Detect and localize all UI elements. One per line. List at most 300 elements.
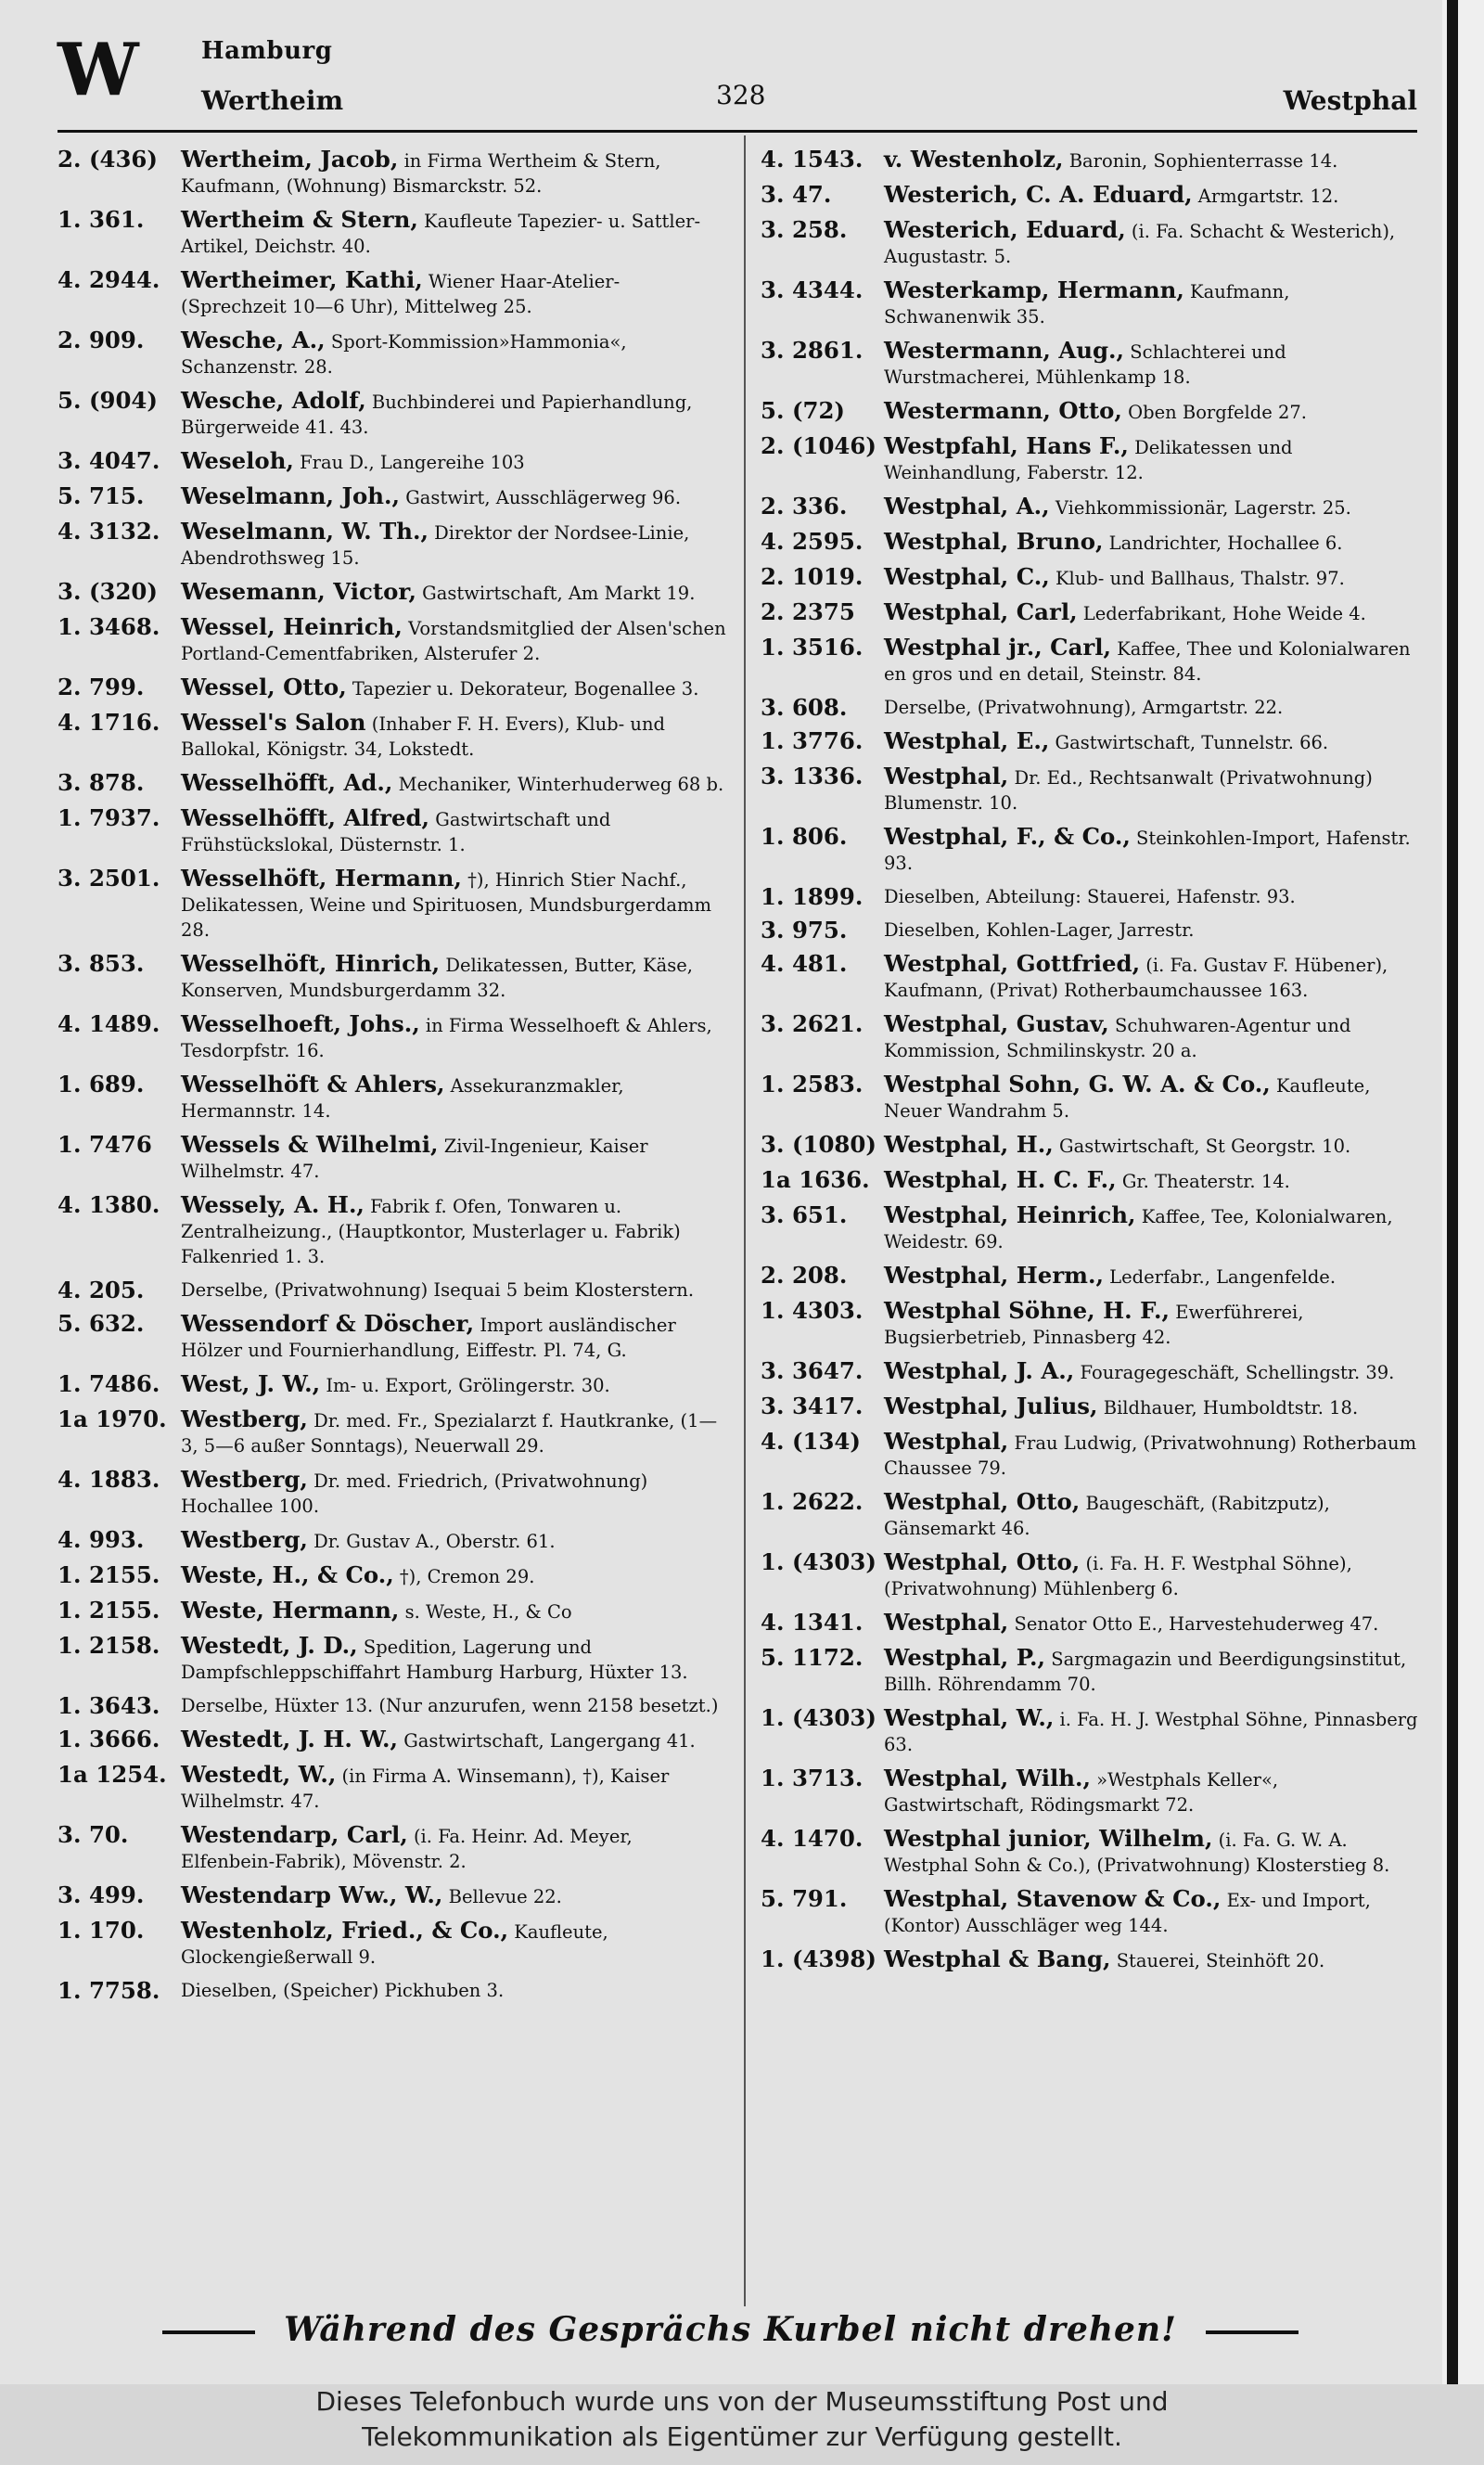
directory-entry [58, 1918, 730, 1970]
entry-details: Dr. Ed., Rechtsanwalt (Privatwohnung) Blumenstr. 10. [884, 767, 1373, 814]
entry-name: Westphal, H., [884, 1131, 1054, 1158]
entry-name: Westphal, Julius, [884, 1393, 1098, 1419]
entry-name: Westphal, P., [884, 1644, 1046, 1671]
entry-number: 4. 1341. [761, 1609, 864, 1636]
entry-name: Weselmann, W. Th., [181, 518, 429, 545]
entry-number: 3. 608. [761, 694, 848, 721]
directory-entry [58, 483, 730, 510]
entry-details: Buchbinderei und Papierhandlung, Bürgerweide 41. 43. [181, 392, 693, 438]
directory-entry [761, 764, 1421, 815]
page-gutter-shadow [1447, 0, 1458, 2384]
entry-number: 1. 3713. [761, 1765, 864, 1791]
entry-name: Westphal, Stavenow & Co., [884, 1885, 1222, 1912]
entry-number: 3. 2861. [761, 337, 864, 364]
directory-entry [761, 398, 1421, 425]
entry-number: 1. 2158. [58, 1632, 160, 1659]
entry-details: Gastwirtschaft, Langergang 41. [403, 1730, 696, 1752]
entry-details: Derselbe, (Privatwohnung), Armgartstr. 22. [884, 697, 1284, 718]
entry-details: Steinkohlen-Import, Hafenstr. 93. [884, 828, 1411, 874]
entry-details: Derselbe, Hüxter 13. (Nur anzurufen, wenn 2158 besetzt.) [181, 1695, 719, 1716]
entry-name: Westphal junior, Wilhelm, [884, 1825, 1213, 1852]
entry-name: Weseloh, [181, 447, 294, 474]
entry-details: Kaufleute, Glockengießerwall 9. [181, 1921, 608, 1968]
entry-name: Wesselhöft, Hinrich, [181, 950, 441, 977]
directory-entry [761, 1011, 1421, 1063]
directory-entry [761, 338, 1421, 390]
entry-number: 1. (4398) [761, 1945, 876, 1972]
entry-details: Frau Ludwig, (Privatwohnung) Rotherbaum Chaussee 79. [884, 1432, 1417, 1479]
entry-name: Westphal, Carl, [884, 598, 1078, 625]
directory-entry [58, 207, 730, 259]
entry-number: 5. (904) [58, 387, 158, 414]
entry-details: Wiener Haar-Atelier- (Sprechzeit 10—6 Uhr), Mittelweg 25. [181, 271, 620, 317]
entry-details: Dieselben, Kohlen-Lager, Jarrestr. [884, 919, 1195, 941]
entry-name: Westendarp Ww., W., [181, 1881, 443, 1908]
entry-name: Weste, Hermann, [181, 1597, 400, 1624]
entry-details: Kaufleute, Neuer Wandrahm 5. [884, 1075, 1371, 1122]
entry-number: 4. (134) [761, 1428, 861, 1455]
entry-name: Wessendorf & Döscher, [181, 1310, 475, 1337]
directory-entry [761, 635, 1421, 687]
caption-line-1: Dieses Telefonbuch wurde uns von der Museumsstiftung Post und [315, 2386, 1169, 2417]
entry-name: Wessely, A. H., [181, 1191, 365, 1218]
directory-entry [58, 1072, 730, 1123]
entry-details: (in Firma A. Winsemann), †), Kaiser Wilhelmstr. 47. [181, 1765, 670, 1812]
entry-details: i. Fa. H. J. Westphal Söhne, Pinnasberg 63. [884, 1709, 1418, 1755]
footer-warning-text: Während des Gesprächs Kurbel nicht drehen! [284, 2310, 1177, 2349]
entry-details: Derselbe, (Privatwohnung) Isequai 5 beim Klosterstern. [181, 1279, 695, 1301]
directory-entry [58, 519, 730, 571]
directory-entry [58, 1598, 730, 1624]
entry-details: s. Weste, H., & Co [404, 1601, 572, 1623]
entry-details: Fouragegeschäft, Schellingstr. 39. [1080, 1362, 1395, 1383]
entry-name: Westedt, J. H. W., [181, 1726, 398, 1752]
entry-number: 1a 1636. [761, 1166, 870, 1193]
entry-number: 1. (4303) [761, 1704, 876, 1731]
directory-entry [761, 695, 1421, 720]
directory-entry [58, 1192, 730, 1269]
entry-number: 1. 2622. [761, 1488, 864, 1515]
entry-details: Dr. Gustav A., Oberstr. 61. [313, 1531, 556, 1552]
directory-entry [761, 1132, 1421, 1159]
entry-name: Wertheim, Jacob, [181, 146, 399, 173]
entry-name: Westphal & Bang, [884, 1945, 1111, 1972]
entry-details: Gr. Theaterstr. 14. [1121, 1171, 1290, 1192]
entry-name: Westerkamp, Hermann, [884, 276, 1184, 303]
entry-number: 5. 791. [761, 1885, 848, 1912]
entry-number: 1. 7486. [58, 1370, 160, 1397]
directory-entry [58, 147, 730, 199]
directory-entry [58, 579, 730, 606]
left-column [58, 147, 730, 2011]
entry-details: Vorstandsmitglied der Alsen'schen Portland-Cementfabriken, Alsterufer 2. [181, 618, 726, 664]
entry-name: Wesselhöft & Ahlers, [181, 1071, 445, 1098]
entry-number: 3. (320) [58, 578, 158, 605]
entry-name: Westphal, [884, 1609, 1009, 1636]
directory-entry [58, 1406, 730, 1458]
range-start: Wertheim [201, 85, 344, 116]
entry-details: †), Cremon 29. [399, 1566, 535, 1587]
directory-entry [761, 599, 1421, 626]
directory-entry [761, 1202, 1421, 1254]
directory-entry [58, 1978, 730, 2003]
entry-details: Schlachterei und Wurstmacherei, Mühlenkamp 18. [884, 341, 1286, 388]
directory-entry [761, 1765, 1421, 1817]
entry-number: 1. 3666. [58, 1726, 160, 1752]
directory-entry [58, 1467, 730, 1519]
entry-number: 1. 3643. [58, 1692, 160, 1719]
directory-entry [761, 1705, 1421, 1757]
entry-details: Assekuranzmakler, Hermannstr. 14. [181, 1075, 624, 1122]
entry-number: 3. 651. [761, 1201, 848, 1228]
directory-entry [58, 1633, 730, 1685]
directory-entry [58, 951, 730, 1003]
entry-details: Landrichter, Hochallee 6. [1108, 533, 1343, 554]
directory-entry [761, 1549, 1421, 1601]
directory-entry [58, 1277, 730, 1303]
entry-details: Kaufmann, Schwanenwik 35. [884, 281, 1290, 327]
entry-details: Ex- und Import, (Kontor) Ausschläger weg 144. [884, 1890, 1371, 1936]
entry-details: Ewerführerei, Bugsierbetrieb, Pinnasberg 42. [884, 1302, 1304, 1348]
section-letter: W [58, 28, 139, 112]
directory-entry [761, 1072, 1421, 1123]
entry-details: Kaffee, Tee, Kolonialwaren, Weidestr. 69. [884, 1206, 1393, 1252]
entry-number: 3. 3417. [761, 1393, 864, 1419]
entry-details: Armgartstr. 12. [1197, 186, 1339, 207]
entry-number: 2. 909. [58, 327, 145, 353]
directory-entry [761, 433, 1421, 485]
entry-name: Westphal, A., [884, 493, 1050, 520]
directory-entry [58, 614, 730, 666]
entry-details: »Westphals Keller«, Gastwirtschaft, Rödingsmarkt 72. [884, 1769, 1279, 1816]
entry-number: 1. 1899. [761, 883, 864, 910]
directory-entry [761, 1826, 1421, 1878]
entry-name: Westphal, Wilh., [884, 1765, 1091, 1791]
entry-details: Kaffee, Thee und Kolonialwaren en gros und en detail, Steinstr. 84. [884, 638, 1411, 685]
directory-entry [58, 448, 730, 475]
entry-number: 3. (1080) [761, 1131, 876, 1158]
entry-details: Klub- und Ballhaus, Thalstr. 97. [1055, 568, 1345, 589]
entry-details: Sport-Kommission»Hammonia«, Schanzenstr. 28. [181, 331, 627, 378]
entry-name: Westphal, J. A., [884, 1357, 1075, 1384]
entry-number: 5. 632. [58, 1310, 145, 1337]
entry-number: 4. 1380. [58, 1191, 160, 1218]
entry-details: Schuhwaren-Agentur und Kommission, Schmilinskystr. 20 a. [884, 1015, 1351, 1061]
directory-entry [761, 1489, 1421, 1541]
entry-number: 3. 4047. [58, 447, 160, 474]
entry-name: Westberg, [181, 1406, 308, 1432]
entry-name: Wesselhoeft, Johs., [181, 1010, 420, 1037]
directory-entry [58, 866, 730, 943]
entry-name: Westpfahl, Hans F., [884, 432, 1129, 459]
directory-entry [58, 1762, 730, 1814]
entry-details: Gastwirtschaft, Am Markt 19. [422, 583, 696, 604]
directory-entry [761, 1393, 1421, 1420]
directory-entry [761, 1429, 1421, 1481]
entry-number: 2. 1019. [761, 563, 864, 590]
entry-number: 2. (436) [58, 146, 158, 173]
directory-entry [58, 1882, 730, 1909]
entry-details: Stauerei, Steinhöft 20. [1116, 1950, 1325, 1971]
entry-number: 2. (1046) [761, 432, 876, 459]
directory-entry [761, 1645, 1421, 1697]
entry-details: Delikatessen, Butter, Käse, Konserven, Mundsburgerdamm 32. [181, 955, 693, 1001]
entry-number: 1a 1970. [58, 1406, 167, 1432]
directory-entry [58, 267, 730, 319]
entry-name: Westermann, Aug., [884, 337, 1125, 364]
directory-entry [58, 710, 730, 762]
directory-entry [761, 564, 1421, 591]
directory-entry [58, 1132, 730, 1184]
entry-number: 3. 1336. [761, 763, 864, 790]
entry-name: Wessel's Salon [181, 709, 366, 736]
directory-entry [761, 728, 1421, 755]
directory-entry [58, 1727, 730, 1753]
entry-name: Wessel, Heinrich, [181, 613, 403, 640]
directory-entry [58, 1371, 730, 1398]
entry-details: Dieselben, Abteilung: Stauerei, Hafenstr. 93. [884, 886, 1296, 907]
entry-details: Zivil-Ingenieur, Kaiser Wilhelmstr. 47. [181, 1136, 648, 1182]
entry-number: 3. 258. [761, 216, 848, 243]
entry-number: 3. 853. [58, 950, 145, 977]
entry-details: (i. Fa. H. F. Westphal Söhne), (Privatwohnung) Mühlenberg 6. [884, 1553, 1352, 1599]
entry-number: 3. 47. [761, 181, 832, 208]
entry-details: (i. Fa. Heinr. Ad. Meyer, Elfenbein-Fabrik), Mövenstr. 2. [181, 1826, 633, 1872]
entry-details: Kaufleute Tapezier- u. Sattler-Artikel, Deichstr. 40. [181, 211, 701, 257]
entry-number: 4. 1470. [761, 1825, 864, 1852]
entry-number: 1. 7476 [58, 1131, 152, 1158]
entry-number: 3. 499. [58, 1881, 145, 1908]
entry-details: Senator Otto E., Harvestehuderweg 47. [1014, 1613, 1379, 1635]
entry-number: 3. 975. [761, 917, 848, 944]
entry-name: Westphal, [884, 763, 1009, 790]
entry-number: 3. 4344. [761, 276, 864, 303]
entry-number: 4. 1543. [761, 146, 864, 173]
entry-name: Westendarp, Carl, [181, 1821, 408, 1848]
entry-name: Wertheim & Stern, [181, 206, 418, 233]
directory-entry [58, 1562, 730, 1589]
directory-entry [761, 1167, 1421, 1194]
entry-name: Weste, H., & Co., [181, 1561, 394, 1588]
entry-number: 4. 993. [58, 1526, 145, 1553]
entry-number: 1. 4303. [761, 1297, 864, 1324]
entry-number: 4. 1716. [58, 709, 160, 736]
entry-number: 2. 208. [761, 1262, 848, 1289]
directory-entry [761, 951, 1421, 1003]
entry-number: 1. 7937. [58, 804, 160, 831]
entry-number: 2. 336. [761, 493, 848, 520]
archive-caption [0, 2384, 1484, 2465]
entry-name: Wesselhöfft, Ad., [181, 769, 393, 796]
entry-details: Im- u. Export, Grölingerstr. 30. [326, 1375, 610, 1396]
directory-entry [761, 277, 1421, 329]
entry-details: Baronin, Sophienterrasse 14. [1068, 150, 1338, 172]
entry-details: Oben Borgfelde 27. [1128, 402, 1307, 423]
entry-name: v. Westenholz, [884, 146, 1064, 173]
entry-details: Dr. med. Friedrich, (Privatwohnung) Hochallee 100. [181, 1470, 648, 1517]
header-rule [58, 130, 1417, 133]
entry-number: 1a 1254. [58, 1761, 167, 1788]
range-end: Westphal [1283, 85, 1417, 116]
directory-entry [761, 1610, 1421, 1637]
entry-number: 4. 205. [58, 1277, 145, 1303]
entry-number: 4. 2944. [58, 266, 160, 293]
entry-number: 5. (72) [761, 397, 845, 424]
entry-details: Fabrik f. Ofen, Tonwaren u. Zentralheizung., (Hauptkontor, Musterlager u. Fabrik) Falkenried 1. 3. [181, 1196, 681, 1267]
entry-number: 1. 361. [58, 206, 145, 233]
directory-entry [58, 1011, 730, 1063]
entry-number: 3. 2501. [58, 865, 160, 892]
directory-entry [761, 529, 1421, 556]
entry-details: Gastwirtschaft, Tunnelstr. 66. [1055, 732, 1329, 753]
entry-details: Bildhauer, Humboldtstr. 18. [1103, 1397, 1359, 1419]
entry-details: Import ausländischer Hölzer und Fournierhandlung, Eiffestr. Pl. 74, G. [181, 1315, 676, 1361]
entry-name: Wesselhöft, Hermann, [181, 865, 462, 892]
entry-name: Westphal, Bruno, [884, 528, 1104, 555]
directory-entry [58, 674, 730, 701]
entry-name: Wesemann, Victor, [181, 578, 416, 605]
entry-details: Bellevue 22. [448, 1886, 562, 1907]
entry-name: Westenholz, Fried., & Co., [181, 1917, 509, 1944]
directory-entry [58, 388, 730, 440]
directory-entry [761, 182, 1421, 209]
directory-entry [761, 147, 1421, 173]
entry-number: 1. 689. [58, 1071, 145, 1098]
entry-number: 3. 3647. [761, 1357, 864, 1384]
page-number: 328 [716, 80, 766, 110]
directory-entry [761, 1298, 1421, 1350]
directory-entry [58, 1527, 730, 1554]
entry-number: 4. 1883. [58, 1466, 160, 1493]
entry-number: 1. 2155. [58, 1561, 160, 1588]
entry-name: Westphal, [884, 1428, 1009, 1455]
entry-name: Westphal, Gottfried, [884, 950, 1141, 977]
entry-details: Frau D., Langereihe 103 [300, 452, 525, 473]
entry-number: 1. 3516. [761, 634, 864, 661]
entry-name: Westphal, H. C. F., [884, 1166, 1117, 1193]
entry-details: (Inhaber F. H. Evers), Klub- und Ballokal, Königstr. 34, Lokstedt. [181, 713, 665, 760]
entry-name: Wessels & Wilhelmi, [181, 1131, 439, 1158]
entry-details: Mechaniker, Winterhuderweg 68 b. [398, 774, 724, 795]
entry-name: Westphal Söhne, H. F., [884, 1297, 1170, 1324]
directory-entry [761, 1946, 1421, 1973]
entry-number: 2. 2375 [761, 598, 855, 625]
entry-details: Tapezier u. Dekorateur, Bogenallee 3. [352, 678, 699, 700]
entry-details: in Firma Wesselhoeft & Ahlers, Tesdorpfstr. 16. [181, 1015, 712, 1061]
entry-number: 4. 1489. [58, 1010, 160, 1037]
directory-entry [761, 884, 1421, 909]
entry-number: 1. 170. [58, 1917, 145, 1944]
footer-dash-right [1206, 2330, 1298, 2334]
directory-entry [761, 918, 1421, 943]
entry-name: Westphal Sohn, G. W. A. & Co., [884, 1071, 1271, 1098]
entry-name: Westphal, C., [884, 563, 1050, 590]
entry-details: †), Hinrich Stier Nachf., Delikatessen, Weine und Spirituosen, Mundsburgerdamm 28. [181, 869, 711, 941]
entry-name: Westphal, Gustav, [884, 1010, 1109, 1037]
entry-name: Westerich, Eduard, [884, 216, 1126, 243]
entry-number: 5. 1172. [761, 1644, 864, 1671]
entry-number: 5. 715. [58, 482, 145, 509]
directory-entry [58, 1693, 730, 1718]
directory-entry [761, 1358, 1421, 1385]
entry-number: 1. (4303) [761, 1548, 876, 1575]
entry-details: Gastwirtschaft, St Georgstr. 10. [1059, 1136, 1351, 1157]
entry-details: Gastwirtschaft und Frühstückslokal, Düsternstr. 1. [181, 809, 611, 855]
entry-name: Westphal, W., [884, 1704, 1055, 1731]
entry-number: 4. 2595. [761, 528, 864, 555]
directory-entry [761, 217, 1421, 269]
directory-entry [761, 494, 1421, 520]
entry-number: 1. 806. [761, 823, 848, 850]
entry-details: Sargmagazin und Beerdigungsinstitut, Billh. Röhrendamm 70. [884, 1649, 1407, 1695]
directory-entry [58, 770, 730, 797]
entry-number: 3. 2621. [761, 1010, 864, 1037]
entry-number: 3. 70. [58, 1821, 129, 1848]
right-column [761, 147, 1421, 1982]
entry-details: Dr. med. Fr., Spezialarzt f. Hautkranke, (1—3, 5—6 außer Sonntags), Neuerwall 29. [181, 1410, 718, 1457]
entry-number: 4. 3132. [58, 518, 160, 545]
entry-details: in Firma Wertheim & Stern, Kaufmann, (Wohnung) Bismarckstr. 52. [181, 150, 661, 197]
directory-entry [761, 1886, 1421, 1938]
footer-warning [162, 2310, 1298, 2356]
entry-name: Westerich, C. A. Eduard, [884, 181, 1193, 208]
page-header [58, 28, 1417, 134]
entry-number: 1. 3468. [58, 613, 160, 640]
entry-details: Dieselben, (Speicher) Pickhuben 3. [181, 1980, 505, 2001]
entry-number: 1. 2583. [761, 1071, 864, 1098]
entry-details: Lederfabr., Langenfelde. [1109, 1266, 1337, 1288]
entry-name: Westermann, Otto, [884, 397, 1122, 424]
entry-number: 4. 481. [761, 950, 848, 977]
entry-details: Lederfabrikant, Hohe Weide 4. [1082, 603, 1366, 624]
entry-details: (i. Fa. Gustav F. Hübener), Kaufmann, (Privat) Rotherbaumchaussee 163. [884, 955, 1388, 1001]
entry-name: Westphal, Otto, [884, 1548, 1081, 1575]
entry-name: Weselmann, Joh., [181, 482, 401, 509]
entry-name: Westphal, Heinrich, [884, 1201, 1136, 1228]
entry-name: Wertheimer, Kathi, [181, 266, 423, 293]
entry-number: 1. 2155. [58, 1597, 160, 1624]
entry-name: Westberg, [181, 1526, 308, 1553]
column-divider [744, 135, 746, 2306]
entry-name: Westphal, E., [884, 727, 1050, 754]
entry-name: Westphal, Herm., [884, 1262, 1104, 1289]
entry-details: Delikatessen und Weinhandlung, Faberstr. 12. [884, 437, 1293, 483]
entry-number: 3. 878. [58, 769, 145, 796]
entry-details: Direktor der Nordsee-Linie, Abendrothsweg 15. [181, 522, 690, 569]
entry-name: Wesche, A., [181, 327, 326, 353]
entry-number: 1. 7758. [58, 1977, 160, 2004]
directory-entry [58, 1822, 730, 1874]
entry-name: Wessel, Otto, [181, 674, 347, 700]
entry-name: Wesche, Adolf, [181, 387, 366, 414]
entry-name: Wesselhöfft, Alfred, [181, 804, 430, 831]
entry-details: Spedition, Lagerung und Dampfschleppschiffahrt Hamburg Harburg, Hüxter 13. [181, 1637, 688, 1683]
directory-entry [58, 805, 730, 857]
entry-name: West, J. W., [181, 1370, 321, 1397]
entry-details: (i. Fa. G. W. A. Westphal Sohn & Co.), (Privatwohnung) Klosterstieg 8. [884, 1829, 1390, 1876]
entry-name: Westphal jr., Carl, [884, 634, 1112, 661]
entry-details: Baugeschäft, (Rabitzputz), Gänsemarkt 46. [884, 1493, 1330, 1539]
entry-number: 1. 3776. [761, 727, 864, 754]
entry-name: Westberg, [181, 1466, 308, 1493]
directory-entry [58, 327, 730, 379]
city-name: Hamburg [201, 37, 333, 65]
entry-name: Westedt, J. D., [181, 1632, 358, 1659]
directory-entry [761, 1263, 1421, 1290]
entry-name: Westphal, F., & Co., [884, 823, 1131, 850]
entry-details: (i. Fa. Schacht & Westerich), Augustastr. 5. [884, 221, 1396, 267]
entry-name: Westedt, W., [181, 1761, 337, 1788]
